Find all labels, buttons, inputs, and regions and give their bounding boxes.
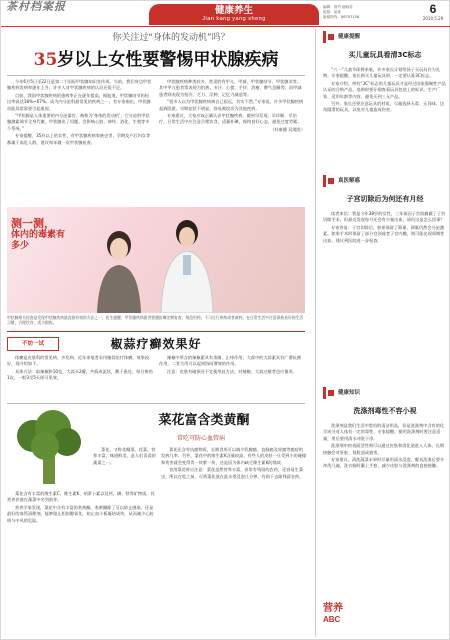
section-title: 健康养生	[214, 5, 253, 16]
square-bullet-icon	[328, 390, 334, 396]
headline-number: 35	[33, 50, 58, 70]
page-number: 6	[429, 2, 437, 16]
sidebar-label-qa	[323, 175, 447, 187]
label-text: 健康提醒	[338, 34, 361, 40]
paragraph: 专家答复：子宫切除后，如果保留了卵巢，卵巢仍然会分泌激素。如果手术时保留了部分宫颈或者子宫内膜，则可能出现周期性出血，建议到医院进一步检查。	[323, 224, 445, 243]
paragraph: 专家介绍，带有“3C”标志的儿童玩具才是经过国家强制性产品认证的合格产品。选购时要仔细查看玩具包装上的标识、生产厂家、适用年龄等内容，避免买到三无产品。	[323, 80, 446, 99]
paragraph: 目前，我国甲状腺疾病的患病率正在逐年提高，据报道，甲状腺结节的检出率高达18%~67%，成为内分泌科最常见的疾病之一。有专家指出，甲状腺功能异常需要引起重视。	[7, 92, 151, 111]
sidebar-headline-toys: 买儿童玩具看清3C标志	[348, 51, 422, 59]
paragraph: 专家建议，大家应该正确认识甲状腺疾病，做到早发现、早诊断、早治疗。日常生活中应注意合理饮食，适量补碘，保持良好心态，避免过度劳累。	[159, 113, 302, 125]
paragraph: 营养学家发现，菜花中含有丰富的类黄酮，类黄酮除了可以防止感染，还是最好的血管清理剂，能够阻止胆固醇氧化，防止血小板凝结成块，从而减少心脏病与中风的危险。	[7, 504, 154, 523]
sidebar-article-uterus	[323, 211, 447, 377]
paragraph: 甲状腺疾病种类较多，常见的有甲亢、甲减、甲状腺结节、甲状腺炎等。其中甲亢患者常表现为怕热、多汗、心慌、手抖、消瘦、脾气急躁等；而甲减患者则表现为怕冷、乏力、浮肿、记忆力减退等。	[159, 79, 302, 97]
logo-text-en: ABC	[323, 615, 341, 624]
paragraph: 菜花，又称花椰菜、花菜，营养丰富，味道鲜美，是人们喜爱的蔬菜之一。	[93, 447, 156, 465]
issue-date: 2010.5.29	[422, 16, 444, 21]
column-divider	[315, 29, 316, 637]
paragraph: “很多人以为甲状腺疾病离自己很远，其实不然。”专家说，许多甲状腺疾病起病隐匿，早期症状不明显，容易被误诊为其他疾病。	[159, 99, 304, 111]
paragraph: 菜花含有丰富的维生素C、维生素K、胡萝卜素以及钙、磷、铁等矿物质，其营养价值在蔬菜中名列前茅。	[7, 491, 155, 503]
main-headline	[7, 49, 305, 71]
paragraph: 菜花还含有抗癌物质，长期食用可以减少乳腺癌、直肠癌及胃癌等癌症的发病几率。另外，菜花中的维生素K含量较高，有些人的皮肤一旦受到小的碰撞和伤害就会变得青一块紫一块，这是因为体内缺乏维生素K的缘故。	[161, 447, 307, 465]
middle-article-column-1	[7, 355, 153, 399]
paragraph: 今年6月5日至22日是第二个国际甲状腺知识宣传周。当前，我们身边甲状腺疾病发病率逐年上升，许多人对甲状腺疾病的认识还很不足。	[7, 79, 152, 91]
paragraph: 具体方法：取辣椒粉10克，大蒜头2瓣，共捣成泥状，敷于患处，每日换药1次，一般3至5天即可见效。	[7, 368, 153, 381]
main-photo	[7, 207, 305, 313]
vegetable-headline: 菜花富含类黄酮	[158, 413, 250, 428]
overlay-line-2: 体内的毒素有多少	[11, 230, 66, 251]
paragraph: 洗涤剂是我们生活中常用的清洁用品，但是洗涤剂中含有的化学成分对人体有一定的毒性。专家提醒，使用洗涤剂时要注意适量，用后要用清水冲洗干净。	[323, 423, 445, 441]
middle-article-column-2	[159, 355, 305, 399]
edition-info	[323, 5, 415, 20]
paper-name: 茶村档案报	[6, 0, 66, 13]
byline: （杜康健 吴湘发）	[270, 126, 305, 132]
masthead	[1, 1, 450, 27]
sidebar-headline-detergent: 洗涤剂毒性不容小视	[353, 407, 417, 415]
paragraph: 洗涤剂中的表面活性剂可以通过皮肤和消化道进入人体，长期接触会对肝脏、肾脏造成损害。	[323, 443, 445, 455]
patient-illustration	[89, 225, 149, 313]
paragraph: 另外，家长还要注意玩具的材质，尽量选择无毒、无异味、边角圆滑的玩具，以免对儿童造成伤害。	[323, 101, 445, 113]
paragraph: 食用菜花时应注意：菜花虽然营养丰富，但常有残留的农药，还容易生菜虫，所以在吃之前，可将菜花放在盐水里浸泡几分钟，有助于去除残留农药。	[161, 467, 304, 479]
edition-line: 编辑：曾竹 谢咏芳	[323, 5, 353, 9]
paragraph: 专家提醒，35岁以上的女性、有甲状腺疾病家族史者、孕期及产后妇女等都属于高危人群，建议每年做一次甲状腺检查。	[7, 133, 151, 145]
divider	[7, 75, 305, 76]
sidebar-label-knowledge	[323, 387, 447, 399]
section-subtitle: Jian kang yang sheng	[202, 16, 266, 22]
sidebar-headline-uterus: 子宫切除后为何还有月经	[346, 195, 424, 203]
vegetable-intro	[93, 447, 157, 489]
section-divider	[7, 331, 305, 332]
main-article-column-1	[7, 79, 153, 203]
paragraph: 注意：皮肤有破损处不宜使用此方法，对辣椒、大蒜过敏者也应慎用。	[167, 368, 297, 374]
middle-headline: 椒蒜疗癣效果好	[110, 337, 202, 351]
nutrition-abc-logo	[323, 603, 363, 637]
paragraph: “甲状腺是人体重要的内分泌器官，被称为‘身体的发动机’，它分泌的甲状腺激素调节全身代谢。甲状腺出了问题，会影响心脏、神经、消化、生殖等多个系统。”	[7, 113, 150, 131]
paragraph: 体癣是皮肤科的常见病、多发病。近年来笔者采用椒蒜治疗体癣，效果较好，现介绍如下。	[7, 355, 150, 367]
edition-line: 组版：某某	[323, 10, 341, 14]
paragraph: 读者来信：我是今年38岁的女性，三年前因子宫肌瘤做了子宫切除手术，但最近发现每月还会有少量出血，请问这是怎么回事？	[323, 211, 446, 223]
label-text: 真医解惑	[338, 178, 361, 184]
sidebar-article-toys	[323, 67, 447, 165]
overlay-line-1: 测一测，	[11, 217, 55, 230]
headline-text: 岁以上女性要警惕甲状腺疾病	[57, 50, 279, 70]
vegetable-column-1	[7, 491, 157, 635]
photo-overlay-text	[11, 217, 69, 252]
sidebar-label-health-reminder	[323, 31, 447, 43]
logo-text-cn: 营养	[323, 603, 343, 614]
page-number-block	[419, 3, 447, 22]
main-article-column-2	[159, 79, 305, 203]
square-bullet-icon	[328, 34, 334, 40]
broccoli-illustration	[9, 406, 89, 486]
paragraph: 专家建议，清洗蔬菜水果时尽量用清水浸泡，餐具洗涤后要多冲洗几遍，洗衣服时戴上手套，减少皮肤与洗涤剂的直接接触。	[323, 457, 445, 469]
sidebar-article-detergent	[323, 423, 447, 599]
photo-caption: 甲状腺相关检查是发现甲状腺疾病最直接有效的方法之一。医生提醒，甲状腺疾病患者要遵医嘱定期复查，规范用药，不可自行停药或者减药。在日常生活中注意保持良好的生活习惯，合理饮食，适当锻炼。	[7, 315, 304, 326]
column-label: 不妨一试	[7, 337, 59, 351]
square-bullet-icon	[328, 178, 334, 184]
headline-kicker: 你关注过“身体的发动机”吗？	[112, 33, 230, 43]
divider	[7, 403, 305, 404]
paragraph: “六一”儿童节即将来临，许多家长计划给孩子买玩具作为礼物。专家提醒，家长购买儿童玩具时，一定要认准3C标志。	[323, 67, 441, 79]
section-banner	[149, 4, 319, 25]
doctor-illustration	[157, 215, 217, 313]
vegetable-column-2	[161, 447, 307, 635]
paragraph: 辣椒中所含的辣椒素具有杀菌、止痒作用；大蒜中的大蒜素具有广谱抗菌作用，二者合用可以起到协同增效的作用。	[159, 355, 302, 367]
vegetable-subheadline: 常吃可防心血管病	[176, 435, 225, 442]
label-text: 健康知识	[338, 390, 361, 396]
edition-line: 新闻热线：86707158	[323, 15, 360, 19]
